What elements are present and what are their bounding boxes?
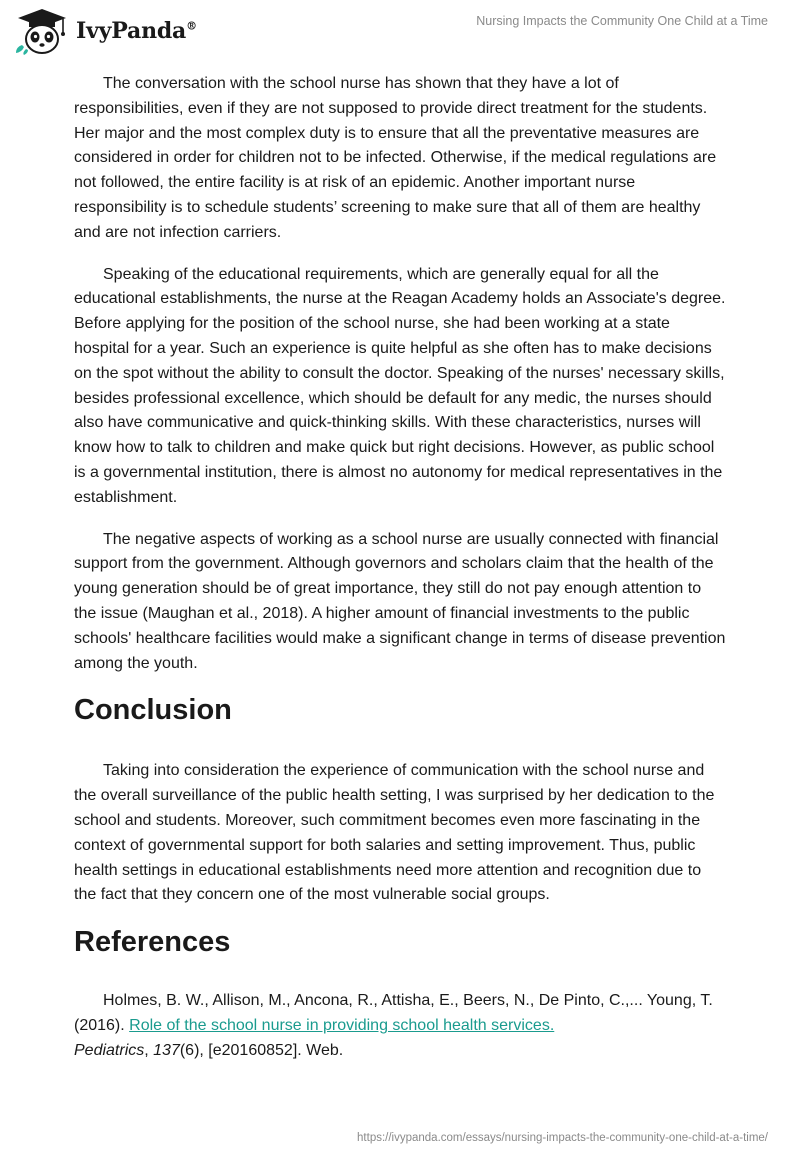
reference-entry (74, 989, 726, 1063)
reference-volume: 137 (153, 1041, 180, 1059)
reference-authors: Holmes, B. W., Allison, M., Ancona, R., Attisha, E., Beers, N., De Pinto, C.,... Young, T. (2016). (74, 992, 713, 1034)
page-header (0, 0, 800, 70)
conclusion-heading: Conclusion (74, 694, 232, 727)
footer-url[interactable]: https://ivypanda.com/essays/nursing-impacts-the-community-one-child-at-a-time/ (357, 1132, 768, 1144)
brand-name: IvyPanda® (76, 18, 197, 44)
brand-logo[interactable] (14, 6, 197, 56)
body-paragraph-3: The negative aspects of working as a school nurse are usually connected with financial support from the government. Although governors and scholars claim that the health of the young generation should be of great importance, they still do not pay enough attention to the issue (Maughan et al., 2018). A higher amount of financial investments to the public schools' healthcare facilities would make a significant change in terms of disease prevention among the youth. (74, 530, 726, 672)
body-paragraph-2: Speaking of the educational requirements, which are generally equal for all the educational establishments, the nurse at the Reagan Academy holds an Associate's degree. Before applying for the position of the school nurse, she had been working at a state hospital for a year. Such an experience is quite helpful as she often has to make decisions on the spot without the ability to consult the doctor. Speaking of the nurses' necessary skills, besides professional excellence, which should be default for any medic, the nurses should also have communicative and quick-thinking skills. With these characteristics, nurses will know how to talk to children and make quick but right decisions. However, as public school is a governmental institution, there is almost no autonomy for medical representatives in the establishment. (74, 265, 726, 506)
panda-logo-icon (14, 7, 70, 55)
running-title: Nursing Impacts the Community One Child at a Time (476, 14, 768, 28)
reference-title-link[interactable]: Role of the school nurse in providing school health services. (129, 1016, 555, 1034)
references-heading: References (74, 926, 231, 959)
body-paragraph-1: The conversation with the school nurse has shown that they have a lot of responsibilities, even if they are not supposed to provide direct treatment for the students. Her major and the most complex duty is to ensure that all the preventative measures are considered in order for children not to be infected. Otherwise, if the medical regulations are not followed, the entire facility is at risk of an epidemic. Another important nurse responsibility is to schedule students’ screening to make sure that all of them are healthy and are not infection carriers. (74, 75, 717, 241)
reference-separator: , (144, 1041, 154, 1059)
reference-details: (6), [e20160852]. Web. (179, 1041, 344, 1059)
reference-journal: Pediatrics (74, 1041, 145, 1059)
conclusion-paragraph: Taking into consideration the experience of communication with the school nurse and the overall surveillance of the public health setting, I was surprised by her dedication to the school and students. Moreover, such commitment becomes even more fascinating in the context of governmental support for both salaries and setting improvement. Thus, public health settings in educational establishments need more attention and recognition due to the fact that they concern one of the most vulnerable social groups. (74, 762, 715, 904)
essay-content (74, 72, 726, 1081)
